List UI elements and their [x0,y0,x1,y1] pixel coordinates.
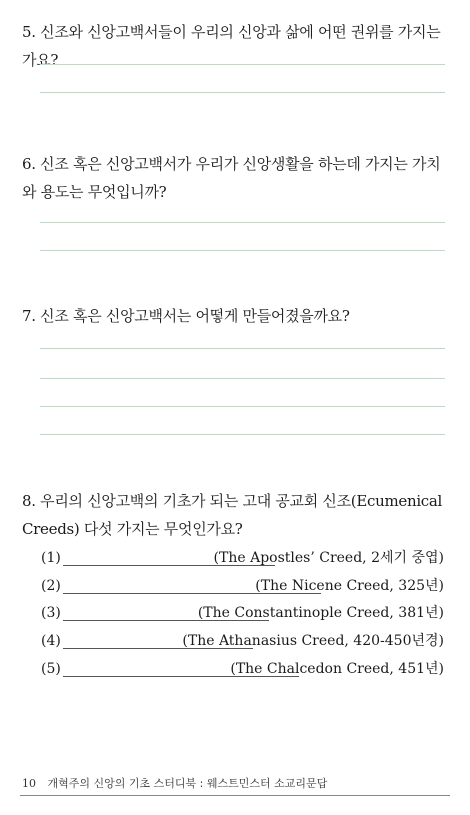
creed-name: (The Chalcedon Creed, 451년) [230,661,444,677]
page-number: 10 [22,777,36,790]
answer-number: (5) [41,661,61,677]
answer-rule [40,64,445,65]
creed-name: (The Constantinople Creed, 381년) [197,605,444,621]
answer-rule [40,434,445,435]
answer-number: (4) [41,633,61,649]
question-7: 7. 신조 혹은 신앙고백서는 어떻게 만들어졌을까요? [22,307,350,325]
answer-rule [40,406,445,407]
answer-rule [40,222,445,223]
answer-rule [40,92,445,93]
page-footer [22,775,327,791]
question-8: 8. 우리의 신앙고백의 기초가 되는 고대 공교회 신조(Ecumenical Creeds) 다섯 가지는 무엇인가요? [22,492,443,538]
question-6: 6. 신조 혹은 신앙고백서가 우리가 신앙생활을 하는데 가지는 가치와 용도는 무엇입니까? [22,155,441,201]
answer-number: (1) [41,550,61,566]
creed-name: (The Athanasius Creed, 420-450년경) [182,633,444,649]
creed-name: (The Apostles’ Creed, 2세기 중엽) [213,550,444,566]
creed-name: (The Nicene Creed, 325년) [255,578,444,594]
answer-rule [40,378,445,379]
answer-number: (2) [41,578,61,594]
answer-rule [40,348,445,349]
book-title: 개혁주의 신앙의 기초 스터디북 : 웨스트민스터 소교리문답 [47,777,328,790]
footer-divider [20,795,450,796]
answer-number: (3) [41,605,61,621]
answer-rule [40,250,445,251]
question-5: 5. 신조와 신앙고백서들이 우리의 신앙과 삶에 어떤 권위를 가지는가요? [22,23,441,69]
